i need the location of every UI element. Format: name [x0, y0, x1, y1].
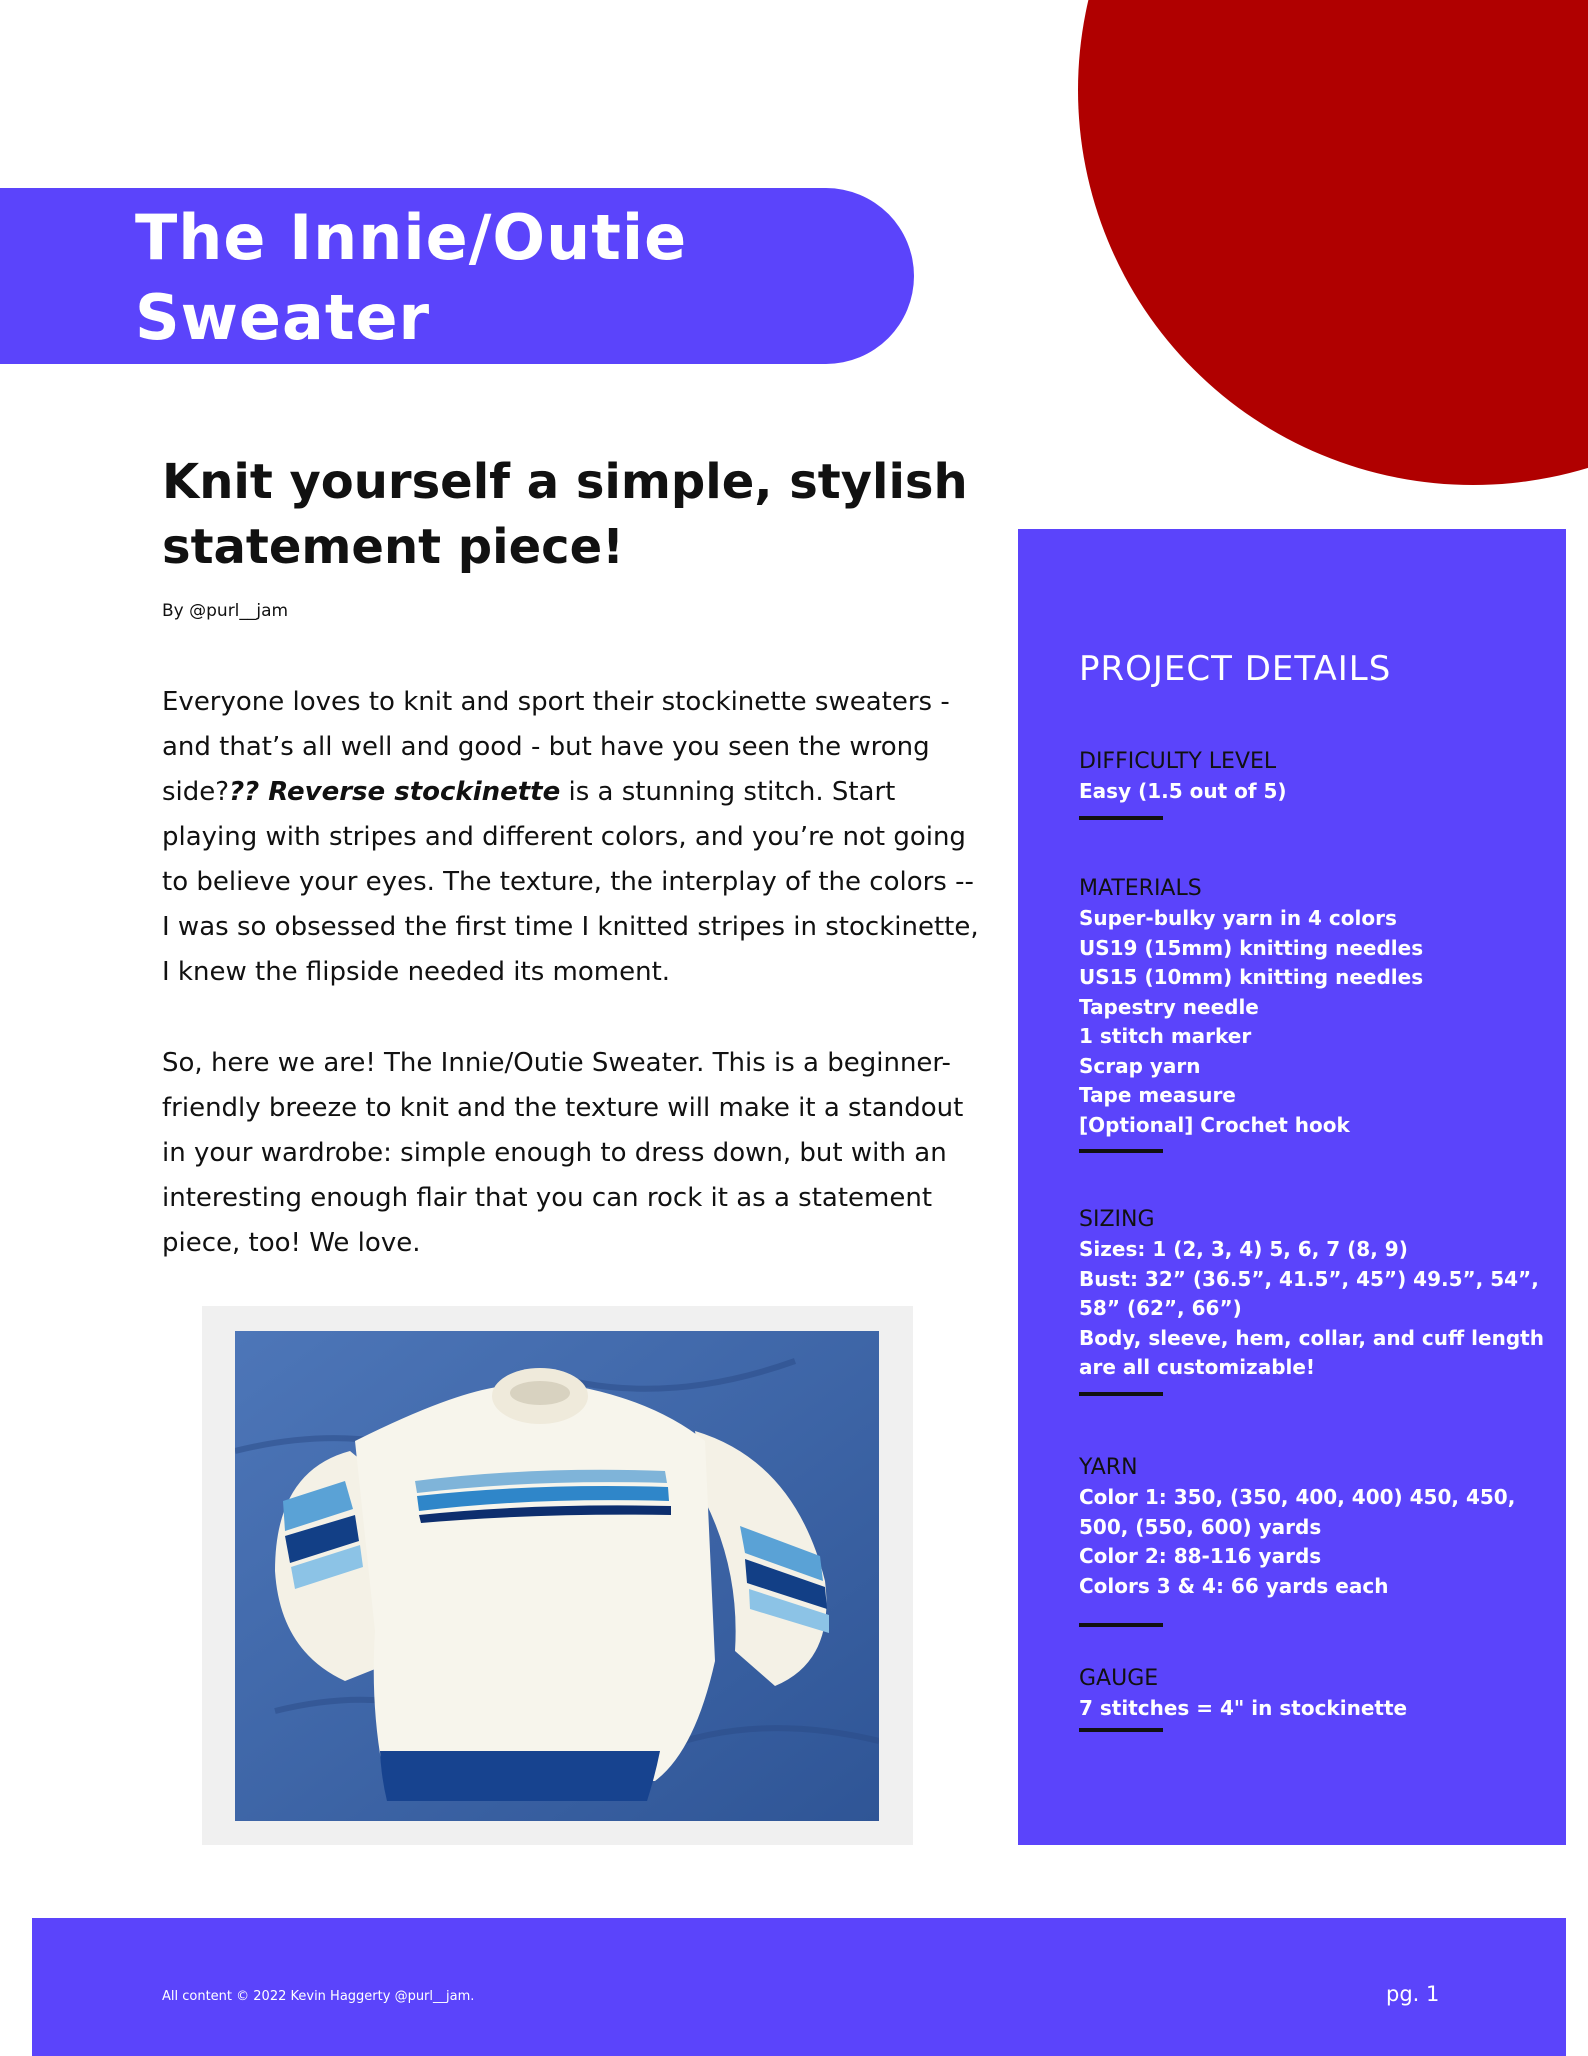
page-title: The Innie/Outie Sweater — [135, 201, 688, 354]
materials-line: 1 stitch marker — [1079, 1024, 1252, 1048]
materials-section — [1079, 874, 1549, 1153]
sizing-line: Body, sleeve, hem, collar, and cuff length are all customizable! — [1079, 1325, 1544, 1379]
sizing-line: Bust: 32” (36.5”, 41.5”, 45”) 49.5”, 54”, 58” (62”, 66”) — [1079, 1266, 1539, 1320]
photo-frame — [202, 1306, 913, 1845]
footer — [32, 1918, 1566, 2056]
difficulty-line: Easy (1.5 out of 5) — [1079, 779, 1287, 803]
decorative-red-circle — [1078, 0, 1588, 485]
intro-paragraph-end: is a stunning stitch. Start playing with stripes and different colors, and you’re not going to believe your eyes. The texture, the interplay of the colors -- I was so obsessed the first time I knitted stripes in stockinette, I knew the flipside needed its moment. — [162, 777, 979, 987]
yarn-line: Color 2: 88-116 yards — [1079, 1544, 1322, 1568]
materials-line: Scrap yarn — [1079, 1053, 1201, 1078]
yarn-line: Colors 3 & 4: 66 yards each — [1079, 1573, 1389, 1598]
yarn-section — [1079, 1453, 1549, 1627]
materials-line: [Optional] Crochet hook — [1079, 1112, 1350, 1137]
gauge-heading: GAUGE — [1079, 1666, 1159, 1691]
yarn-line: Color 1: 350, (350, 400, 400) 450, 450, 500, (550, 600) yards — [1079, 1485, 1516, 1539]
materials-line: Tape measure — [1079, 1083, 1236, 1107]
yarn-heading: YARN — [1079, 1455, 1138, 1480]
intro-paragraph — [162, 680, 982, 995]
sweater-photo — [235, 1331, 879, 1821]
copyright-text: All content © 2022 Kevin Haggerty @purl__jam. — [162, 1989, 475, 2004]
materials-heading: MATERIALS — [1079, 876, 1202, 901]
byline: By @purl__jam — [162, 601, 289, 621]
page-number: pg. 1 — [1386, 1982, 1440, 2006]
sizing-line: Sizes: 1 (2, 3, 4) 5, 6, 7 (8, 9) — [1079, 1237, 1408, 1261]
section-divider — [1079, 1623, 1163, 1627]
intro-paragraph-start: Everyone loves to knit and sport their stockinette sweaters - and that’s all well and good - but have you seen the wrong side? — [162, 687, 950, 807]
sizing-section — [1079, 1205, 1549, 1396]
section-divider — [1079, 816, 1163, 820]
section-divider — [1079, 1149, 1163, 1153]
project-details-panel — [1018, 529, 1566, 1845]
materials-line: US19 (15mm) knitting needles — [1079, 935, 1424, 960]
materials-line: Super-bulky yarn in 4 colors — [1079, 906, 1397, 930]
gauge-line: 7 stitches = 4" in stockinette — [1079, 1696, 1408, 1720]
gauge-section — [1079, 1664, 1549, 1732]
project-details-title: PROJECT DETAILS — [1079, 649, 1392, 689]
section-divider — [1079, 1392, 1163, 1396]
sizing-heading: SIZING — [1079, 1207, 1155, 1232]
subtitle: Knit yourself a simple, stylish statement piece! — [162, 454, 968, 575]
materials-line: US15 (10mm) knitting needles — [1079, 965, 1424, 989]
difficulty-heading: DIFFICULTY LEVEL — [1079, 749, 1277, 774]
intro-paragraph-emphasis: ?? Reverse stockinette — [229, 777, 561, 807]
difficulty-section — [1079, 747, 1549, 820]
second-paragraph: So, here we are! The Innie/Outie Sweater. This is a beginner-friendly breeze to knit and the texture will make it a standout in your wardrobe: simple enough to dress down, but with an interesting enough flair that you can rock it as a statement piece, too! We love. — [162, 1048, 964, 1258]
materials-line: Tapestry needle — [1079, 994, 1259, 1019]
sweater-illustration — [235, 1331, 879, 1821]
section-divider — [1079, 1728, 1163, 1732]
